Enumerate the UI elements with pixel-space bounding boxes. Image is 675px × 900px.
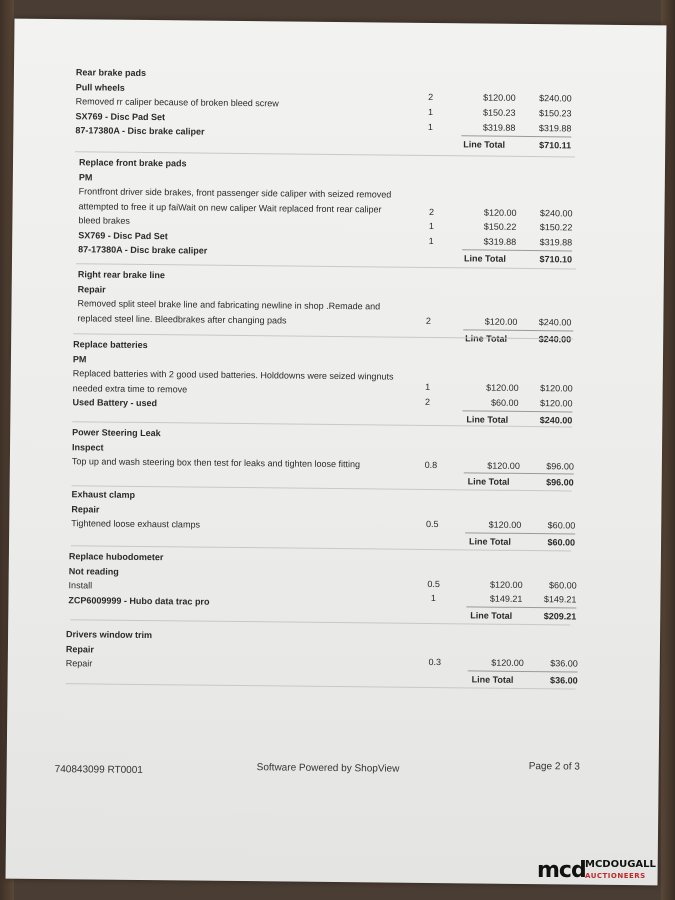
item-replace-hubodometer [68,549,577,622]
amount-cell: $150.23 [538,108,572,119]
item-right-rear-brake-line [77,267,578,345]
item-line: Used Battery - used [72,397,158,409]
price-cell: $120.00 [490,579,523,590]
line-total-label: Line Total [465,333,508,344]
line-total-label: Line Total [463,253,506,264]
item-title: Replace front brake pads [78,157,187,169]
price-cell: $120.00 [487,460,520,471]
item-line: SX769 - Disc Pad Set [78,229,168,241]
item-line: Repair [65,643,94,654]
item-title: Power Steering Leak [72,427,161,439]
item-replace-front-brake-pads [78,155,579,265]
line-total-label: Line Total [471,674,514,685]
amount-cell: $60.00 [549,580,577,591]
item-line: Inspect [71,441,104,453]
qty-cell: 2 [425,315,431,326]
price-cell: $120.00 [491,657,524,668]
line-total-value: $60.00 [547,537,576,548]
qty-cell: 1 [427,121,433,132]
qty-cell: 2 [428,91,434,102]
item-exhaust-clamp [71,487,576,548]
item-line: SX769 - Disc Pad Set [75,110,166,122]
line-total-label: Line Total [469,536,511,547]
amount-cell: $150.22 [539,222,573,233]
price-cell: $319.88 [483,236,517,247]
amount-cell: $120.00 [539,398,573,409]
price-cell: $120.00 [488,519,522,530]
item-line: Removed split steel brake line and fabricating newline in shop .Remade and [77,298,381,312]
item-title: Right rear brake line [77,269,165,281]
item-line: Tightened loose exhaust clamps [71,518,201,530]
qty-cell: 1 [428,235,434,247]
qty-cell: 0.5 [427,578,440,590]
qty-cell: 0.3 [428,656,442,668]
price-cell: $120.00 [486,382,519,393]
qty-cell: 0.5 [425,518,439,530]
item-line: bleed brakes [78,215,131,226]
document-id: 740843099 RT0001 [54,764,143,776]
qty-cell: 1 [430,593,437,604]
amount-cell: $120.00 [540,383,573,394]
mcdougall-logo [537,854,657,886]
qty-cell: 2 [428,206,435,218]
price-cell: $120.00 [483,92,516,103]
powered-by: Software Powered by ShopView [256,762,400,775]
qty-cell: 1 [427,106,434,117]
line-total-label: Line Total [467,476,510,487]
price-cell: $150.23 [482,107,516,118]
page-number: Page 2 of 3 [528,761,580,773]
item-title: Drivers window trim [66,629,153,641]
item-line: Frontfront driver side brakes, front passenger side caliper with seized removed [78,186,392,200]
qty-cell: 1 [428,220,434,232]
item-line: Repair [71,503,100,515]
item-drivers-window-trim [65,627,578,686]
qty-cell: 1 [425,381,431,392]
line-total-value: $240.00 [539,415,573,426]
item-line: PM [72,353,87,364]
item-title: Rear brake pads [75,67,147,78]
line-total-label: Line Total [466,414,509,425]
price-cell: $60.00 [490,397,519,408]
logo-mark-icon: mcd [537,858,586,883]
amount-cell: $36.00 [550,658,578,669]
line-total-value: $240.00 [538,334,572,345]
line-total-value: $209.21 [543,611,577,622]
item-line: attempted to free it up faiWait on new caliper Wait replaced front rear caliper [78,200,382,214]
item-line: Not reading [68,565,119,577]
item-line: Install [68,580,93,591]
line-total-label: Line Total [470,610,513,621]
price-cell: $150.22 [483,221,517,232]
item-title: Exhaust clamp [71,489,136,500]
price-cell: $120.00 [483,207,517,218]
item-line: 87-17380A - Disc brake caliper [75,125,205,137]
price-cell: $149.21 [489,593,523,604]
item-line: 87-17380A - Disc brake caliper [78,244,208,256]
item-line: needed extra time to remove [72,382,188,394]
item-line: Repair [77,283,106,295]
item-replace-batteries [72,337,573,426]
item-line: ZCP6009999 - Hubo data trac pro [68,594,210,607]
item-title: Replace batteries [73,339,148,351]
amount-cell: $60.00 [547,520,576,531]
amount-cell: $96.00 [546,461,574,472]
line-total-value: $96.00 [546,477,574,488]
qty-cell: 2 [424,396,431,407]
item-line: Removed rr caliper because of broken bleed screw [75,96,279,109]
item-line: Repair [65,658,93,669]
price-cell: $120.00 [484,316,518,327]
logo-subtitle: AUCTIONEERS [585,872,646,880]
item-title: Replace hubodometer [68,551,164,563]
item-line: Top up and wash steering box then test for leaks and tighten loose fitting [71,456,361,470]
item-power-steering-leak [71,425,574,488]
item-line: replaced steel line. Bleedbrakes after changing pads [77,312,287,325]
item-line: Replaced batteries with 2 good used batteries. Holddowns were seized wingnuts [72,368,394,382]
line-total-value: $710.11 [539,140,572,151]
amount-cell: $319.88 [539,237,573,248]
item-line: PM [78,171,93,182]
item-rear-brake-pads [75,65,576,151]
price-cell: $319.88 [482,122,516,133]
logo-name: MCDOUGALL [585,859,656,870]
amount-cell: $149.21 [543,594,577,605]
invoice-page [6,19,667,886]
line-total-value: $710.10 [539,254,573,265]
amount-cell: $240.00 [539,208,573,219]
line-total-value: $36.00 [550,675,578,686]
qty-cell: 0.8 [424,459,438,471]
amount-cell: $240.00 [539,93,572,104]
item-line: Pull wheels [75,81,125,93]
amount-cell: $319.88 [538,123,572,134]
amount-cell: $240.00 [538,317,572,328]
line-total-label: Line Total [463,139,506,150]
